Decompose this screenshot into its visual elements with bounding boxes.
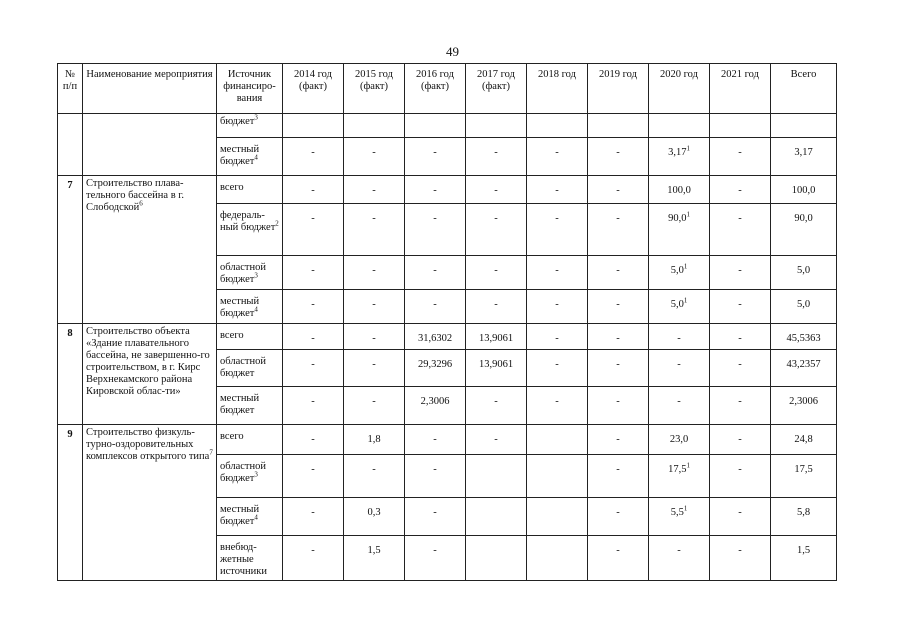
funding-source-text: местный бюджет — [220, 144, 260, 167]
value-cell: - — [527, 256, 588, 290]
value-cell — [527, 425, 588, 455]
measure-name — [83, 425, 217, 581]
header-total: Всего — [771, 64, 837, 114]
total-cell: 17,5 — [771, 455, 837, 498]
value-cell: - — [527, 350, 588, 387]
value-cell: - — [588, 455, 649, 498]
value-2020-text: 23,0 — [669, 434, 689, 445]
funding-source — [217, 425, 283, 455]
value-cell: - — [710, 536, 771, 581]
value-cell: - — [344, 350, 405, 387]
total-cell: 43,2357 — [771, 350, 837, 387]
value-cell: - — [466, 204, 527, 256]
value-cell: - — [588, 256, 649, 290]
value-2020-text: 17,5 — [668, 464, 687, 475]
value-cell: - — [466, 425, 527, 455]
value-2020-text: 5,5 — [670, 507, 684, 518]
value-2020-sup: 1 — [686, 144, 690, 153]
funding-source-sup: 4 — [254, 153, 258, 162]
value-cell — [344, 114, 405, 138]
value-cell — [649, 290, 710, 324]
value-cell: 0,3 — [344, 498, 405, 536]
funding-source-sup: 2 — [275, 219, 279, 228]
funding-source — [217, 498, 283, 536]
header-2020: 2020 год — [649, 64, 710, 114]
total-cell: 5,0 — [771, 290, 837, 324]
value-cell — [466, 114, 527, 138]
value-cell — [466, 498, 527, 536]
value-cell: - — [344, 176, 405, 204]
value-cell: 13,9061 — [466, 324, 527, 350]
measure-name-sup: 6 — [139, 199, 143, 208]
value-cell: - — [405, 536, 466, 581]
value-cell — [710, 114, 771, 138]
value-cell: - — [283, 350, 344, 387]
value-cell: - — [344, 204, 405, 256]
funding-source — [217, 455, 283, 498]
table-row — [58, 425, 837, 455]
value-cell: - — [588, 387, 649, 425]
measure-name — [83, 176, 217, 324]
measure-name-text: Строительство объекта «Здание плавательного бассейна, не завершенно-го строительством, в г. Кирс Верхнекамского района Кировской облас-ти» — [86, 326, 210, 397]
value-2020-text: - — [677, 396, 681, 407]
value-cell — [649, 536, 710, 581]
value-cell — [649, 455, 710, 498]
value-2020-text: 5,0 — [670, 265, 684, 276]
funding-source-sup: 4 — [254, 305, 258, 314]
value-cell — [588, 114, 649, 138]
value-cell: - — [405, 455, 466, 498]
value-cell: - — [405, 498, 466, 536]
value-cell: - — [283, 536, 344, 581]
header-2018: 2018 год — [527, 64, 588, 114]
financing-table — [57, 63, 837, 581]
value-cell: 13,9061 — [466, 350, 527, 387]
value-cell: - — [466, 256, 527, 290]
value-cell — [649, 204, 710, 256]
header-2017: 2017 год (факт) — [466, 64, 527, 114]
table-row — [58, 176, 837, 204]
measure-name — [83, 114, 217, 176]
value-2020-sup: 1 — [683, 262, 688, 271]
value-cell: - — [710, 138, 771, 176]
value-cell: - — [710, 204, 771, 256]
value-cell — [527, 536, 588, 581]
value-cell — [649, 114, 710, 138]
value-cell: - — [283, 290, 344, 324]
header-num: № п/п — [58, 64, 83, 114]
total-cell: 3,17 — [771, 138, 837, 176]
value-cell: - — [710, 256, 771, 290]
value-cell — [466, 455, 527, 498]
value-2020-text: - — [677, 359, 681, 370]
value-cell: - — [466, 138, 527, 176]
value-cell: - — [344, 387, 405, 425]
total-cell — [771, 114, 837, 138]
value-cell: 1,8 — [344, 425, 405, 455]
value-cell: - — [527, 138, 588, 176]
funding-source-text: всего — [220, 431, 244, 442]
total-cell: 24,8 — [771, 425, 837, 455]
table-row — [58, 114, 837, 138]
measure-name-sup: 7 — [209, 448, 213, 457]
value-cell: - — [283, 387, 344, 425]
value-2020-sup: 1 — [686, 461, 690, 470]
value-cell: - — [405, 425, 466, 455]
funding-source-text: внебюд-жетные источники — [220, 542, 267, 577]
funding-source-sup: 4 — [254, 513, 258, 522]
value-cell: - — [588, 536, 649, 581]
value-cell: 31,6302 — [405, 324, 466, 350]
header-2016: 2016 год (факт) — [405, 64, 466, 114]
value-cell: - — [588, 290, 649, 324]
funding-source-text: бюджет — [220, 116, 255, 127]
funding-source — [217, 350, 283, 387]
funding-source-text: всего — [220, 182, 244, 193]
value-cell — [405, 114, 466, 138]
value-cell: - — [283, 138, 344, 176]
value-cell — [649, 425, 710, 455]
value-cell: - — [588, 176, 649, 204]
value-cell — [527, 114, 588, 138]
value-2020-sup: 1 — [683, 504, 688, 513]
measure-name — [83, 324, 217, 425]
value-cell: - — [527, 324, 588, 350]
funding-source-sup: 3 — [254, 470, 258, 479]
value-cell: - — [588, 324, 649, 350]
value-cell: - — [283, 455, 344, 498]
value-cell: - — [588, 204, 649, 256]
value-cell: - — [405, 176, 466, 204]
value-cell: - — [710, 387, 771, 425]
value-cell — [649, 256, 710, 290]
header-2014: 2014 год (факт) — [283, 64, 344, 114]
total-cell: 5,0 — [771, 256, 837, 290]
funding-source-text: федераль-ный бюджет — [220, 210, 276, 233]
value-cell: - — [466, 387, 527, 425]
value-cell — [527, 498, 588, 536]
value-cell: - — [405, 204, 466, 256]
row-number — [58, 114, 83, 176]
header-name: Наименование мероприятия — [83, 64, 217, 114]
table-row — [58, 324, 837, 350]
value-cell: - — [527, 387, 588, 425]
page-number: 49 — [446, 44, 459, 59]
funding-source — [217, 290, 283, 324]
row-number: 7 — [58, 176, 83, 324]
funding-source — [217, 138, 283, 176]
value-cell — [283, 114, 344, 138]
value-cell — [527, 455, 588, 498]
row-number: 8 — [58, 324, 83, 425]
value-cell: - — [405, 256, 466, 290]
value-cell: - — [344, 455, 405, 498]
funding-source — [217, 536, 283, 581]
value-cell: - — [283, 176, 344, 204]
value-cell: - — [588, 425, 649, 455]
header-2021: 2021 год — [710, 64, 771, 114]
value-cell: - — [710, 176, 771, 204]
value-cell: - — [283, 498, 344, 536]
value-cell: 2,3006 — [405, 387, 466, 425]
value-cell: - — [588, 138, 649, 176]
funding-source-sup: 3 — [254, 271, 258, 280]
funding-source-text: областной бюджет — [220, 356, 266, 379]
value-cell — [466, 536, 527, 581]
funding-source — [217, 176, 283, 204]
measure-name-text: Строительство плава-тельного бассейна в г. Слободской — [86, 178, 185, 213]
value-cell: - — [405, 290, 466, 324]
value-2020-text: 90,0 — [668, 213, 687, 224]
funding-source — [217, 256, 283, 290]
total-cell: 90,0 — [771, 204, 837, 256]
value-cell: - — [405, 138, 466, 176]
value-cell: - — [527, 176, 588, 204]
funding-source-text: местный бюджет — [220, 504, 260, 527]
value-cell: - — [710, 455, 771, 498]
value-cell: 29,3296 — [405, 350, 466, 387]
value-2020-text: 3,17 — [668, 147, 687, 158]
value-cell: - — [466, 290, 527, 324]
value-cell — [649, 176, 710, 204]
value-cell — [649, 387, 710, 425]
value-cell — [649, 138, 710, 176]
total-cell: 45,5363 — [771, 324, 837, 350]
value-2020-text: 5,0 — [670, 299, 684, 310]
value-cell: - — [710, 324, 771, 350]
header-2019: 2019 год — [588, 64, 649, 114]
value-2020-text: - — [677, 545, 681, 556]
value-cell: - — [283, 425, 344, 455]
value-2020-sup: 1 — [683, 296, 688, 305]
value-cell: - — [283, 324, 344, 350]
value-cell: - — [283, 256, 344, 290]
value-cell: - — [466, 176, 527, 204]
value-cell: - — [344, 138, 405, 176]
value-cell: 1,5 — [344, 536, 405, 581]
funding-source-text: областной бюджет — [220, 262, 266, 285]
value-cell: - — [344, 324, 405, 350]
value-cell: - — [710, 290, 771, 324]
funding-source-text: местный бюджет — [220, 393, 260, 416]
measure-name-text: Строительство физкуль-турно-оздоровительных комплексов открытого типа — [86, 427, 210, 462]
funding-source-text: всего — [220, 330, 244, 341]
header-2015: 2015 год (факт) — [344, 64, 405, 114]
value-cell — [649, 350, 710, 387]
header-source: Источник финансиро-вания — [217, 64, 283, 114]
value-cell: - — [710, 425, 771, 455]
value-cell: - — [527, 204, 588, 256]
value-cell: - — [283, 204, 344, 256]
value-2020-text: - — [677, 333, 681, 344]
value-cell: - — [527, 290, 588, 324]
header-row — [58, 64, 837, 114]
funding-source — [217, 204, 283, 256]
value-cell: - — [344, 290, 405, 324]
value-2020-text: 100,0 — [667, 185, 691, 196]
total-cell: 2,3006 — [771, 387, 837, 425]
total-cell: 5,8 — [771, 498, 837, 536]
total-cell: 1,5 — [771, 536, 837, 581]
value-cell: - — [588, 350, 649, 387]
funding-source — [217, 387, 283, 425]
value-cell: - — [344, 256, 405, 290]
funding-source-text: областной бюджет — [220, 461, 266, 484]
total-cell: 100,0 — [771, 176, 837, 204]
funding-source — [217, 114, 283, 138]
value-cell: - — [710, 498, 771, 536]
funding-source-text: местный бюджет — [220, 296, 260, 319]
funding-source-sup: 3 — [254, 113, 258, 122]
value-2020-sup: 1 — [686, 210, 690, 219]
row-number: 9 — [58, 425, 83, 581]
value-cell — [649, 324, 710, 350]
funding-source — [217, 324, 283, 350]
value-cell — [649, 498, 710, 536]
value-cell: - — [588, 498, 649, 536]
value-cell: - — [710, 350, 771, 387]
